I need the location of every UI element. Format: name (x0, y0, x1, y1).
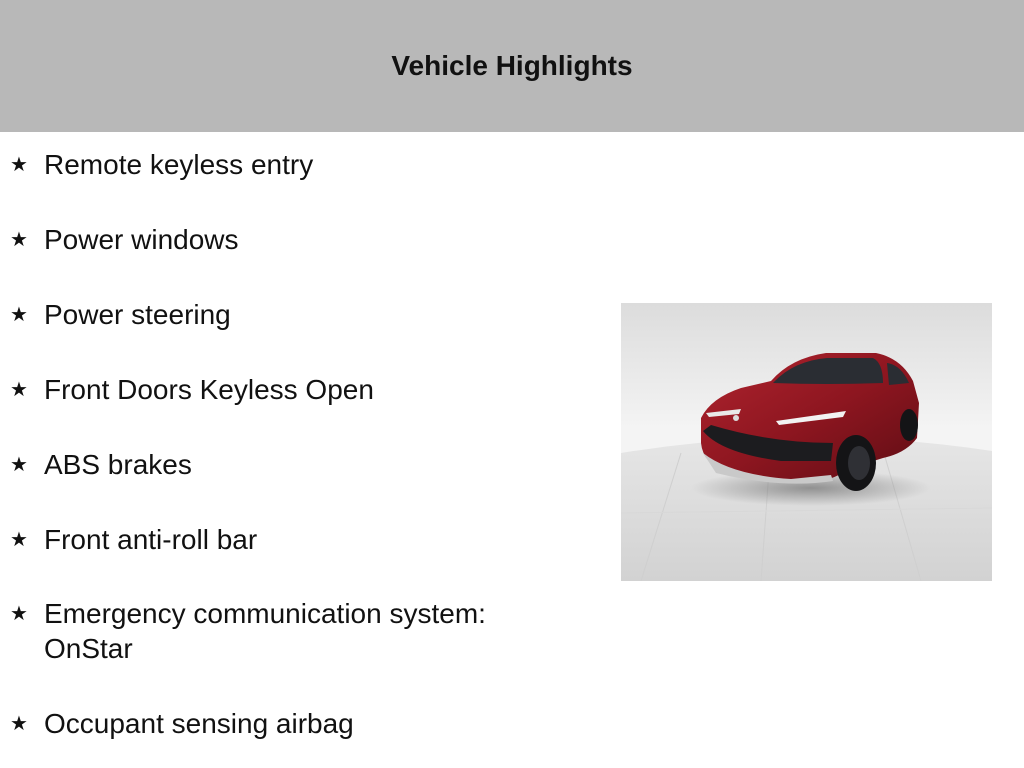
star-icon: ★ (10, 154, 28, 176)
feature-item (10, 709, 570, 741)
feature-label: Front anti-roll bar (44, 524, 258, 555)
feature-label: Remote keyless entry (44, 149, 314, 180)
feature-item (10, 375, 570, 407)
page-title: Vehicle Highlights (391, 50, 633, 81)
star-icon: ★ (10, 229, 28, 251)
header-banner (0, 0, 1024, 132)
feature-item (10, 150, 570, 182)
feature-item (10, 300, 570, 332)
feature-item (10, 599, 530, 666)
feature-label: Front Doors Keyless Open (44, 374, 374, 405)
star-icon: ★ (10, 454, 28, 476)
vehicle-photo (621, 303, 992, 581)
star-icon: ★ (10, 379, 28, 401)
feature-item (10, 450, 570, 482)
feature-label: Power steering (44, 299, 231, 330)
star-icon: ★ (10, 304, 28, 326)
feature-item (10, 525, 570, 557)
star-icon: ★ (10, 713, 28, 735)
feature-label: Emergency communication system: OnStar (44, 598, 486, 664)
feature-label: Power windows (44, 224, 239, 255)
feature-label: Occupant sensing airbag (44, 708, 354, 739)
star-icon: ★ (10, 603, 28, 625)
feature-item (10, 225, 570, 257)
vehicle-illustration (621, 303, 992, 581)
star-icon: ★ (10, 529, 28, 551)
feature-label: ABS brakes (44, 449, 192, 480)
